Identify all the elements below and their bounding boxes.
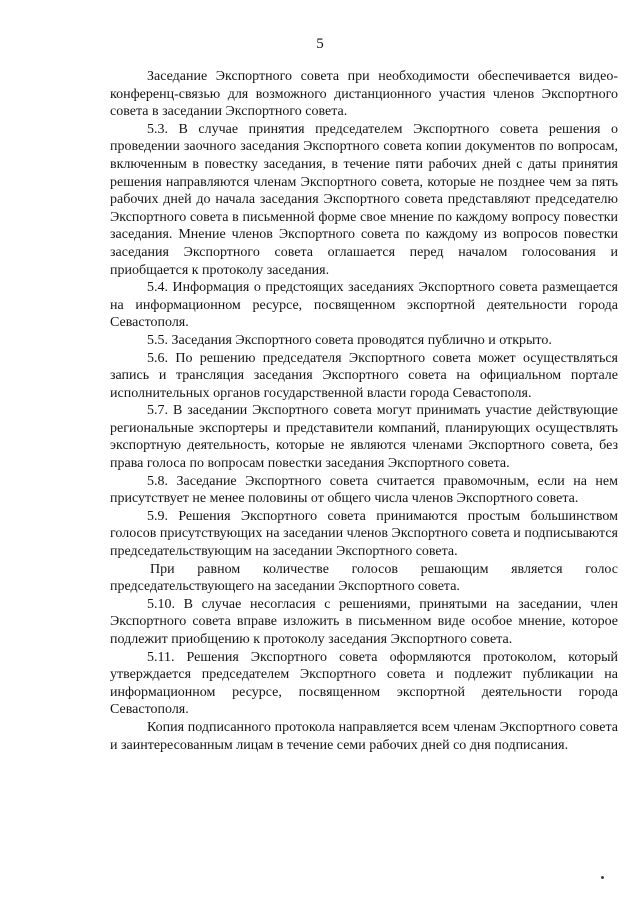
paragraph-5-3: 5.3. В случае принятия председателем Экспортного совета решения о проведении заочного заседания Экспортного совета копии документов по вопросам, включенным в повестку заседания, в течение пяти рабочих дней с даты принятия решения направляются членам Экспортного совета, которые не позднее чем за пять рабочих дней до начала заседания Экспортного совета представляют председателю Экспортного совета в письменной форме свое мнение по каждому вопросу повестки заседания. Мнение членов Экспортного совета по каждому из вопросов повестки заседания Экспортного совета оглашается перед началом голосования и приобщается к протоколу заседания. (110, 121, 618, 278)
paragraph-5-7: 5.7. В заседании Экспортного совета могут принимать участие действующие региональные экспортеры и представители компаний, планирующих осуществлять экспортную деятельность, которые не являются членами Экспортного совета, без права голоса по вопросам повестки заседания Экспортного совета. (110, 403, 618, 472)
paragraph-5-4: 5.4. Информация о предстоящих заседаниях Экспортного совета размещается на информационном ресурсе, посвященном экспортной деятельности города Севастополя. (110, 280, 618, 331)
paragraph-5-9: 5.9. Решения Экспортного совета принимаются простым большинством голосов присутствующих на заседании членов Экспортного совета и подписываются председательствующим на заседании Экспортного совета. (110, 508, 618, 560)
paragraph-5-10: 5.10. В случае несогласия с решениями, принятыми на заседании, член Экспортного совета вправе изложить в письменном виде особое мнение, которое подлежит приобщению к протоколу заседания Экспортного совета. (110, 596, 618, 647)
paragraph-equal-votes: При равном количестве голосов решающим является голос председательствующего на заседании Экспортного совета. (110, 561, 618, 595)
paragraph-5-8: 5.8. Заседание Экспортного совета считается правомочным, если на нем присутствует не менее половины от общего числа членов Экспортного совета. (110, 473, 618, 507)
document-body (110, 68, 618, 754)
paragraph-protocol-copy: Копия подписанного протокола направляется всем членам Экспортного совета и заинтересованным лицам в течение семи рабочих дней со дня подписания. (110, 719, 618, 753)
scan-mark (601, 876, 604, 879)
paragraph-5-6: 5.6. По решению председателя Экспортного совета может осуществляться запись и трансляция заседания Экспортного совета на официальном портале исполнительных органов государственной власти города Севастополя. (110, 350, 618, 401)
paragraph-5-5: 5.5. Заседания Экспортного совета проводятся публично и открыто. (147, 332, 552, 348)
paragraph-videoconference: Заседание Экспортного совета при необходимости обеспечивается видео-конференц-связью для возможного дистанционного участия членов Экспортного совета в заседании Экспортного совета. (110, 69, 618, 120)
paragraph-5-11: 5.11. Решения Экспортного совета оформляются протоколом, который утверждается председателем Экспортного совета и подлежит публикации на информационном ресурсе, посвященном экспортной деятельности города Севастополя. (110, 649, 618, 718)
page-number: 5 (316, 36, 324, 52)
